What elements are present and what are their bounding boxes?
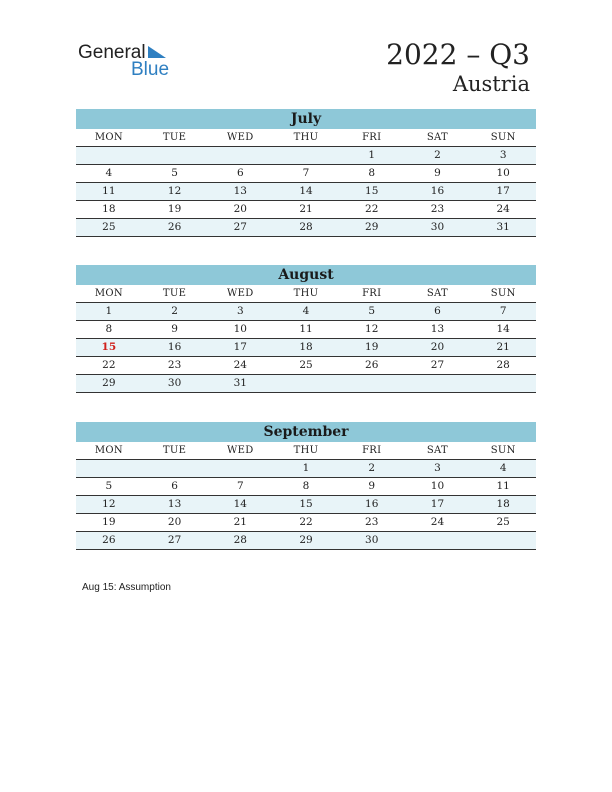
day-cell: 18 (102, 203, 116, 215)
day-cell: 16 (365, 498, 379, 510)
day-cell (207, 460, 273, 477)
day-cell: 2 (434, 149, 441, 161)
day-cell: 28 (233, 534, 247, 546)
day-cell: 1 (105, 305, 113, 317)
day-cell: 1 (368, 149, 376, 161)
weekday-label: TUE (162, 132, 187, 143)
weekday-header-row (76, 129, 536, 147)
day-cell: 8 (368, 167, 376, 179)
logo-general-text: General (78, 42, 146, 63)
holiday-note: Aug 15: Assumption (82, 582, 171, 593)
day-cell: 28 (496, 359, 510, 371)
day-cell (207, 147, 273, 164)
weekday-label: TUE (162, 288, 187, 299)
week-row (76, 321, 536, 339)
week-row (76, 478, 536, 496)
day-cell: 16 (167, 341, 182, 353)
week-row (76, 532, 536, 550)
day-cell (405, 375, 471, 392)
month-title: July (76, 109, 536, 129)
weekday-header-row (76, 285, 536, 303)
day-cell: 12 (365, 323, 379, 335)
day-cell: 29 (365, 221, 379, 233)
day-cell: 17 (430, 498, 445, 510)
weekday-label: FRI (362, 132, 382, 143)
day-cell: 11 (496, 480, 510, 492)
day-cell: 15 (365, 185, 379, 197)
day-cell: 19 (102, 516, 116, 528)
day-cell (76, 460, 142, 477)
day-cell: 5 (171, 167, 178, 179)
month-august (76, 265, 536, 393)
day-cell: 10 (496, 167, 510, 179)
day-cell: 24 (233, 359, 247, 371)
day-cell: 14 (299, 185, 313, 197)
day-cell: 31 (233, 377, 247, 389)
day-cell: 23 (430, 203, 445, 215)
day-cell: 20 (430, 341, 445, 353)
day-cell: 30 (365, 534, 379, 546)
day-cell: 18 (496, 498, 510, 510)
day-cell: 7 (499, 305, 507, 317)
weekday-label: SUN (490, 288, 516, 299)
day-cell: 7 (236, 480, 244, 492)
weekday-label: THU (293, 132, 319, 143)
day-cell: 26 (365, 359, 379, 371)
day-cell: 28 (299, 221, 313, 233)
day-cell (470, 532, 536, 549)
day-cell: 9 (434, 167, 441, 179)
weekday-label: MON (94, 132, 123, 143)
day-cell: 30 (167, 377, 182, 389)
day-cell: 24 (496, 203, 510, 215)
week-row (76, 201, 536, 219)
day-cell: 21 (233, 516, 247, 528)
week-row (76, 147, 536, 165)
day-cell (339, 375, 405, 392)
day-cell: 23 (365, 516, 379, 528)
month-september (76, 422, 536, 550)
day-cell: 4 (499, 462, 507, 474)
day-cell: 11 (299, 323, 313, 335)
day-cell: 29 (102, 377, 116, 389)
week-row (76, 357, 536, 375)
day-cell: 3 (434, 462, 441, 474)
day-cell: 14 (233, 498, 247, 510)
day-cell: 6 (236, 167, 244, 179)
day-cell: 14 (496, 323, 510, 335)
day-cell: 22 (299, 516, 313, 528)
day-cell: 12 (167, 185, 182, 197)
country-name: Austria (452, 72, 530, 96)
day-cell (273, 147, 339, 164)
week-row (76, 460, 536, 478)
day-cell: 3 (236, 305, 244, 317)
month-july (76, 109, 536, 237)
day-cell: 31 (496, 221, 510, 233)
day-cell: 8 (302, 480, 310, 492)
weekday-label: TUE (162, 445, 187, 456)
day-cell: 19 (167, 203, 182, 215)
day-cell: 19 (365, 341, 379, 353)
day-cell (142, 460, 208, 477)
day-cell: 20 (167, 516, 182, 528)
day-cell: 13 (167, 498, 182, 510)
weekday-label: WED (227, 132, 254, 143)
day-cell: 6 (434, 305, 441, 317)
day-cell (405, 532, 471, 549)
day-cell: 24 (430, 516, 445, 528)
day-cell: 11 (102, 185, 116, 197)
week-row (76, 375, 536, 393)
day-cell: 4 (302, 305, 310, 317)
day-cell: 2 (171, 305, 178, 317)
day-cell: 3 (499, 149, 507, 161)
weekday-label: SAT (426, 288, 448, 299)
day-cell: 4 (105, 167, 113, 179)
day-cell: 29 (299, 534, 313, 546)
day-cell: 12 (102, 498, 116, 510)
day-cell: 26 (102, 534, 116, 546)
week-row (76, 165, 536, 183)
weekday-label: SUN (490, 445, 516, 456)
day-cell: 23 (167, 359, 182, 371)
day-cell: 5 (368, 305, 376, 317)
day-cell: 5 (105, 480, 113, 492)
day-cell: 27 (430, 359, 445, 371)
day-cell: 7 (302, 167, 310, 179)
day-cell: 10 (233, 323, 247, 335)
month-title: September (76, 422, 536, 442)
week-row (76, 303, 536, 321)
day-cell: 10 (430, 480, 445, 492)
week-row (76, 219, 536, 237)
logo-triangle-icon (146, 44, 168, 60)
day-cell: 13 (233, 185, 247, 197)
week-row (76, 514, 536, 532)
day-cell (76, 147, 142, 164)
day-cell: 18 (299, 341, 313, 353)
generalblue-logo (78, 40, 198, 80)
day-cell: 25 (299, 359, 313, 371)
day-cell (142, 147, 208, 164)
weekday-label: SAT (426, 132, 448, 143)
day-cell: 2 (368, 462, 376, 474)
weekday-label: THU (293, 288, 319, 299)
weekday-label: SAT (426, 445, 448, 456)
weekday-label: MON (94, 288, 123, 299)
day-cell (273, 375, 339, 392)
day-cell: 6 (171, 480, 178, 492)
day-cell: 9 (368, 480, 376, 492)
weekday-label: MON (94, 445, 123, 456)
day-cell: 26 (167, 221, 182, 233)
day-cell: 16 (430, 185, 445, 197)
weekday-header-row (76, 442, 536, 460)
weekday-label: FRI (362, 445, 382, 456)
day-cell: 25 (102, 221, 116, 233)
week-row (76, 496, 536, 514)
day-cell: 22 (365, 203, 379, 215)
day-cell: 17 (233, 341, 247, 353)
day-cell: 13 (430, 323, 445, 335)
day-cell: 21 (496, 341, 510, 353)
day-cell: 27 (167, 534, 182, 546)
month-title: August (76, 265, 536, 285)
day-cell: 21 (299, 203, 313, 215)
weekday-label: SUN (490, 132, 516, 143)
day-cell: 30 (430, 221, 445, 233)
weekday-label: FRI (362, 288, 382, 299)
weekday-label: THU (293, 445, 319, 456)
day-cell: 22 (102, 359, 116, 371)
logo-blue-text: Blue (131, 59, 170, 80)
week-row (76, 339, 536, 357)
day-cell: 8 (105, 323, 113, 335)
week-row (76, 183, 536, 201)
weekday-label: WED (227, 288, 254, 299)
page-title: 2022 – Q3 (386, 38, 530, 71)
holiday-day-cell: 15 (101, 341, 117, 353)
day-cell: 17 (496, 185, 510, 197)
weekday-label: WED (227, 445, 254, 456)
day-cell: 1 (302, 462, 310, 474)
day-cell: 9 (171, 323, 178, 335)
day-cell (470, 375, 536, 392)
day-cell: 27 (233, 221, 247, 233)
day-cell: 25 (496, 516, 510, 528)
day-cell: 20 (233, 203, 247, 215)
day-cell: 15 (299, 498, 313, 510)
